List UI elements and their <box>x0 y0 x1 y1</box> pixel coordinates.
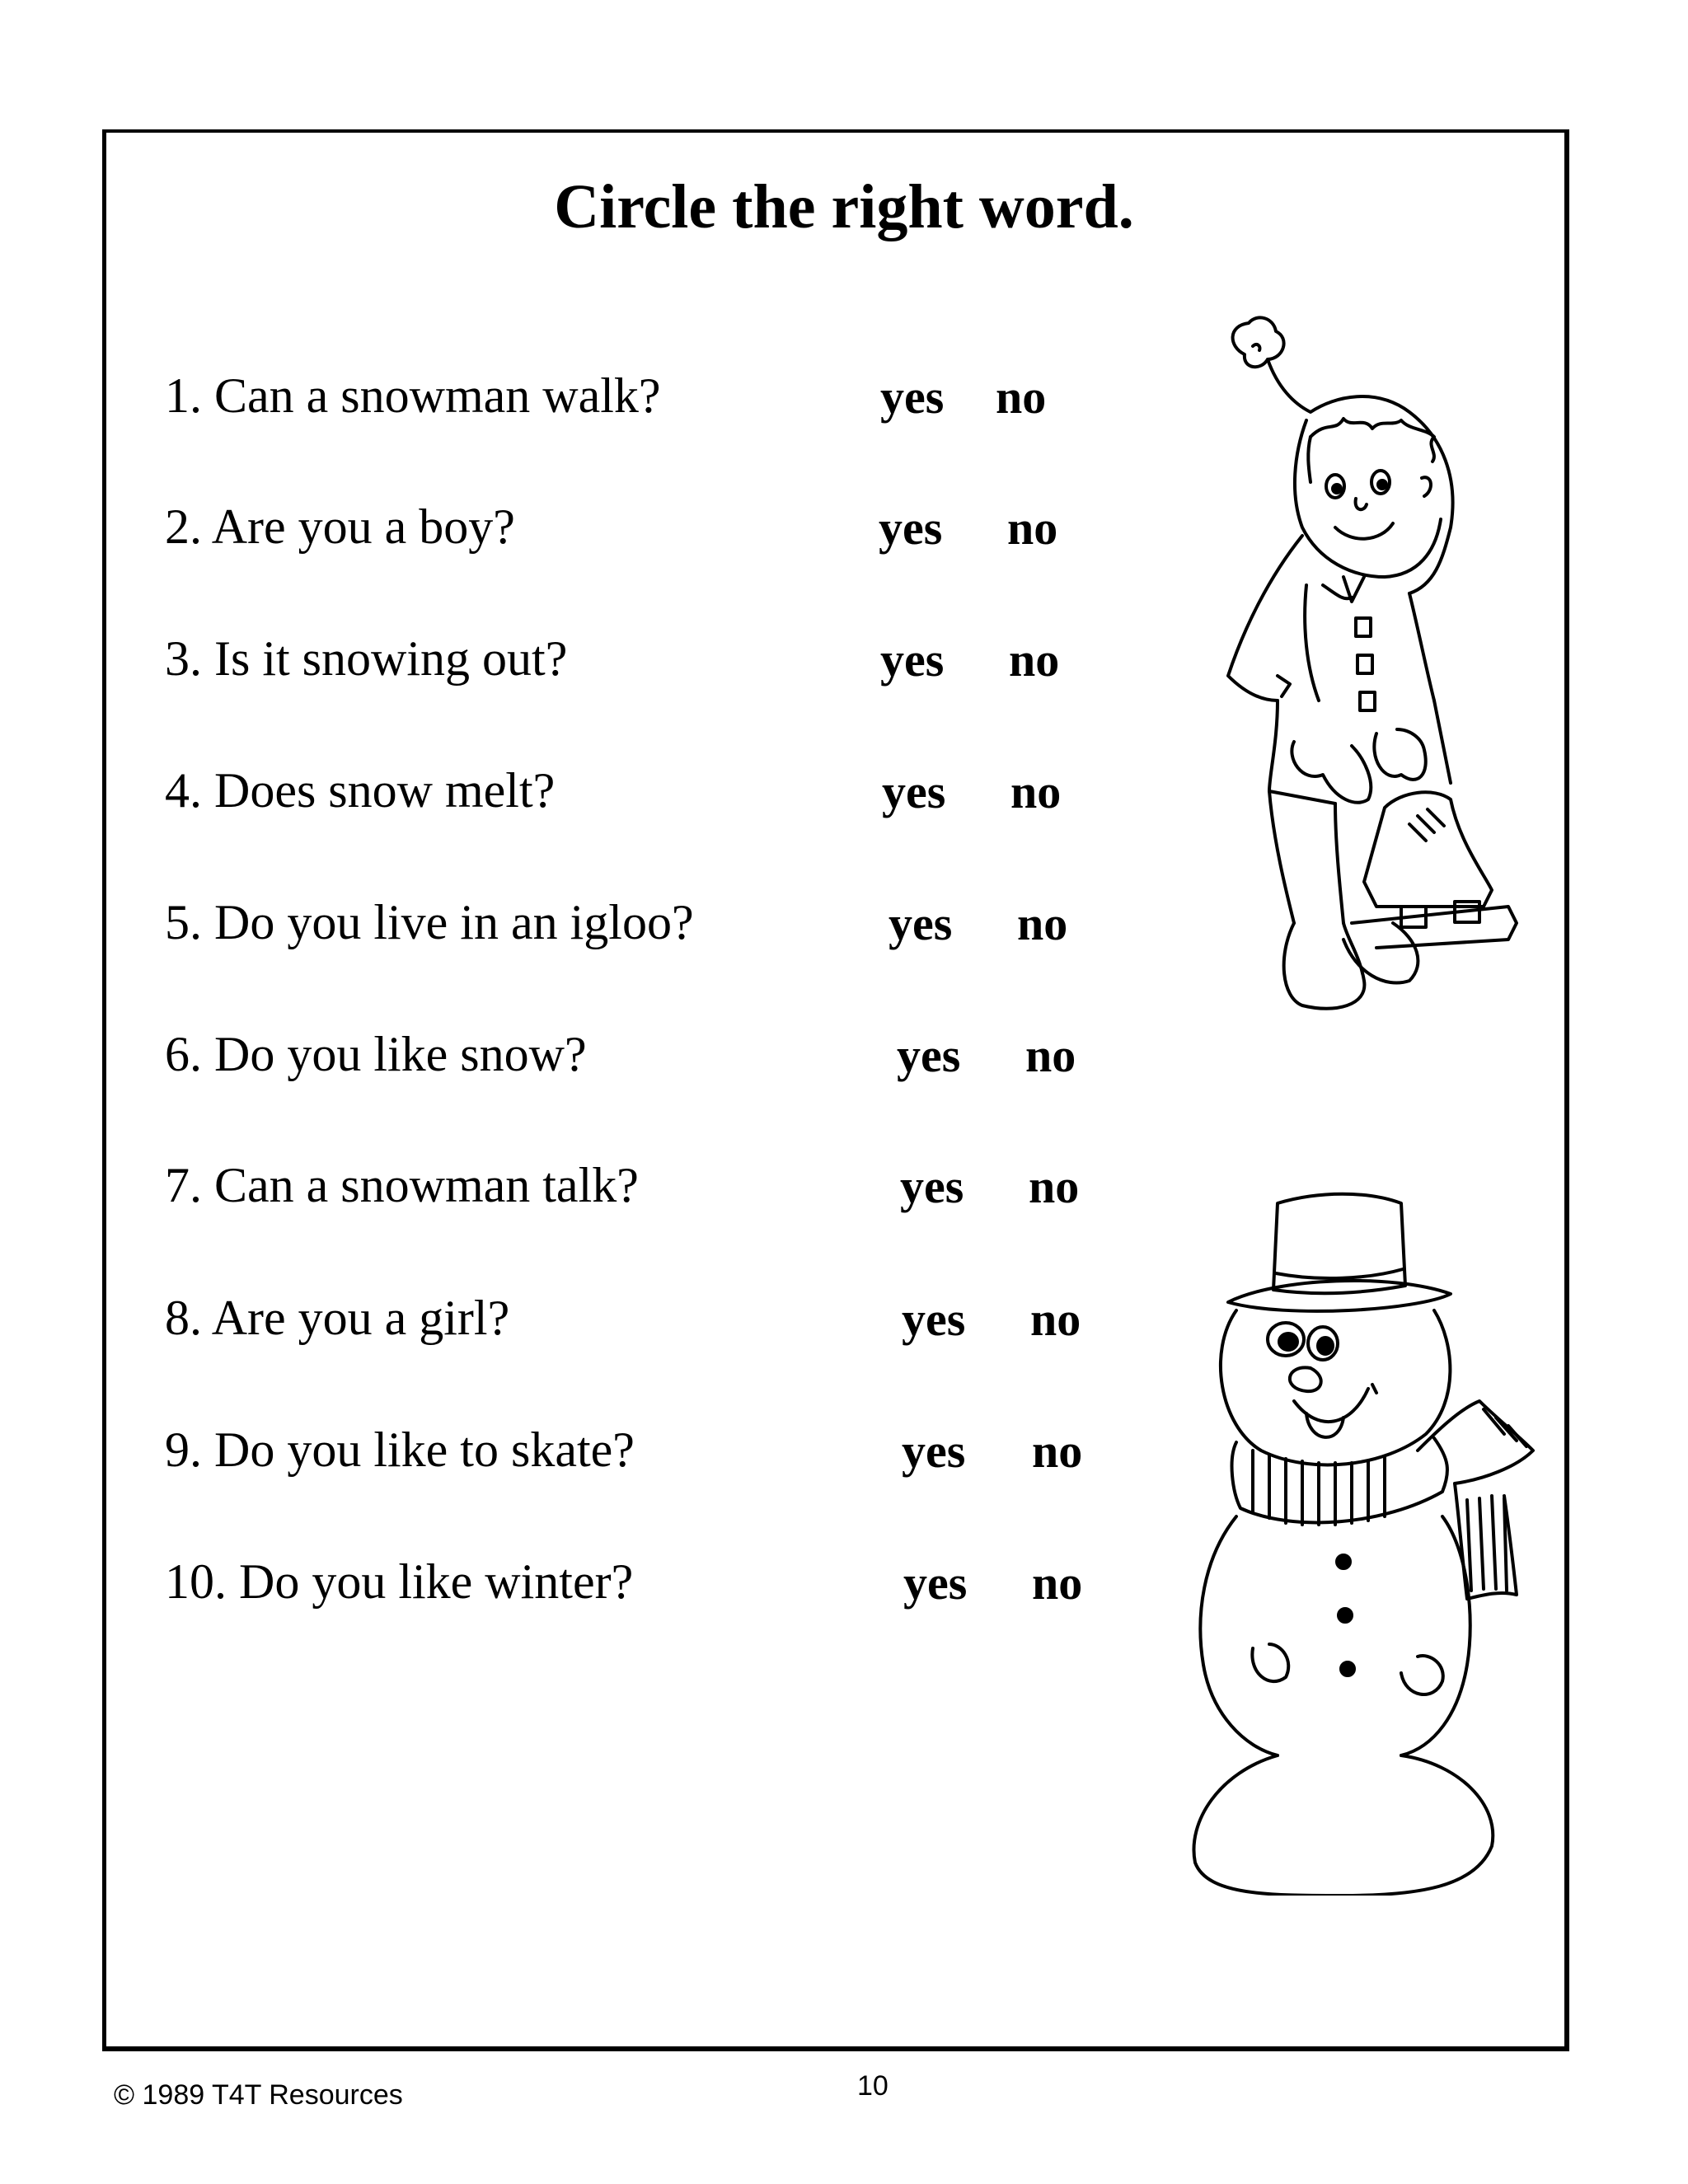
question-row-1 <box>0 368 1154 442</box>
question-text: 9. Do you like to skate? <box>165 1422 635 1477</box>
question-row-9 <box>0 1422 1154 1496</box>
answer-yes[interactable]: yes <box>889 897 953 950</box>
answer-yes[interactable]: yes <box>882 765 946 818</box>
question-text: 6. Do you like snow? <box>165 1027 587 1081</box>
question-text: 1. Can a snowman walk? <box>165 368 661 423</box>
child-skater-illustration <box>1212 313 1525 1071</box>
question-text: 5. Do you live in an igloo? <box>165 895 694 949</box>
question-text: 8. Are you a girl? <box>165 1291 510 1345</box>
question-text: 7. Can a snowman talk? <box>165 1158 639 1212</box>
answer-no[interactable]: no <box>1029 1160 1080 1213</box>
page-number: 10 <box>857 2070 889 2102</box>
answer-yes[interactable]: yes <box>880 633 945 687</box>
answer-no[interactable]: no <box>1030 1292 1081 1346</box>
question-text: 2. Are you a boy? <box>165 499 515 554</box>
answer-no[interactable]: no <box>1009 633 1060 687</box>
question-row-6 <box>0 1026 1154 1100</box>
worksheet-title: Circle the right word. <box>554 172 1134 241</box>
answer-yes[interactable]: yes <box>900 1160 964 1213</box>
question-row-10 <box>0 1554 1154 1628</box>
answer-no[interactable]: no <box>1007 501 1058 555</box>
copyright-notice: © 1989 T4T Resources <box>114 2079 403 2111</box>
question-row-3 <box>0 630 1154 705</box>
answer-no[interactable]: no <box>1017 897 1068 950</box>
question-row-7 <box>0 1157 1154 1231</box>
answer-no[interactable]: no <box>1025 1029 1076 1082</box>
question-row-4 <box>0 762 1154 837</box>
answer-yes[interactable]: yes <box>897 1029 961 1082</box>
question-text: 4. Does snow melt? <box>165 763 556 818</box>
answer-no[interactable]: no <box>1010 765 1062 818</box>
answer-no[interactable]: no <box>1032 1556 1083 1610</box>
answer-yes[interactable]: yes <box>902 1292 966 1346</box>
answer-no[interactable]: no <box>1032 1424 1083 1478</box>
answer-no[interactable]: no <box>996 370 1047 424</box>
question-row-8 <box>0 1290 1154 1364</box>
question-text: 3. Is it snowing out? <box>165 631 568 686</box>
answer-yes[interactable]: yes <box>903 1556 968 1610</box>
question-row-2 <box>0 499 1154 573</box>
answer-yes[interactable]: yes <box>880 370 945 424</box>
answer-yes[interactable]: yes <box>879 501 943 555</box>
question-row-5 <box>0 894 1154 968</box>
snowman-illustration <box>1170 1187 1550 1896</box>
answer-yes[interactable]: yes <box>902 1424 966 1478</box>
question-text: 10. Do you like winter? <box>165 1554 634 1609</box>
